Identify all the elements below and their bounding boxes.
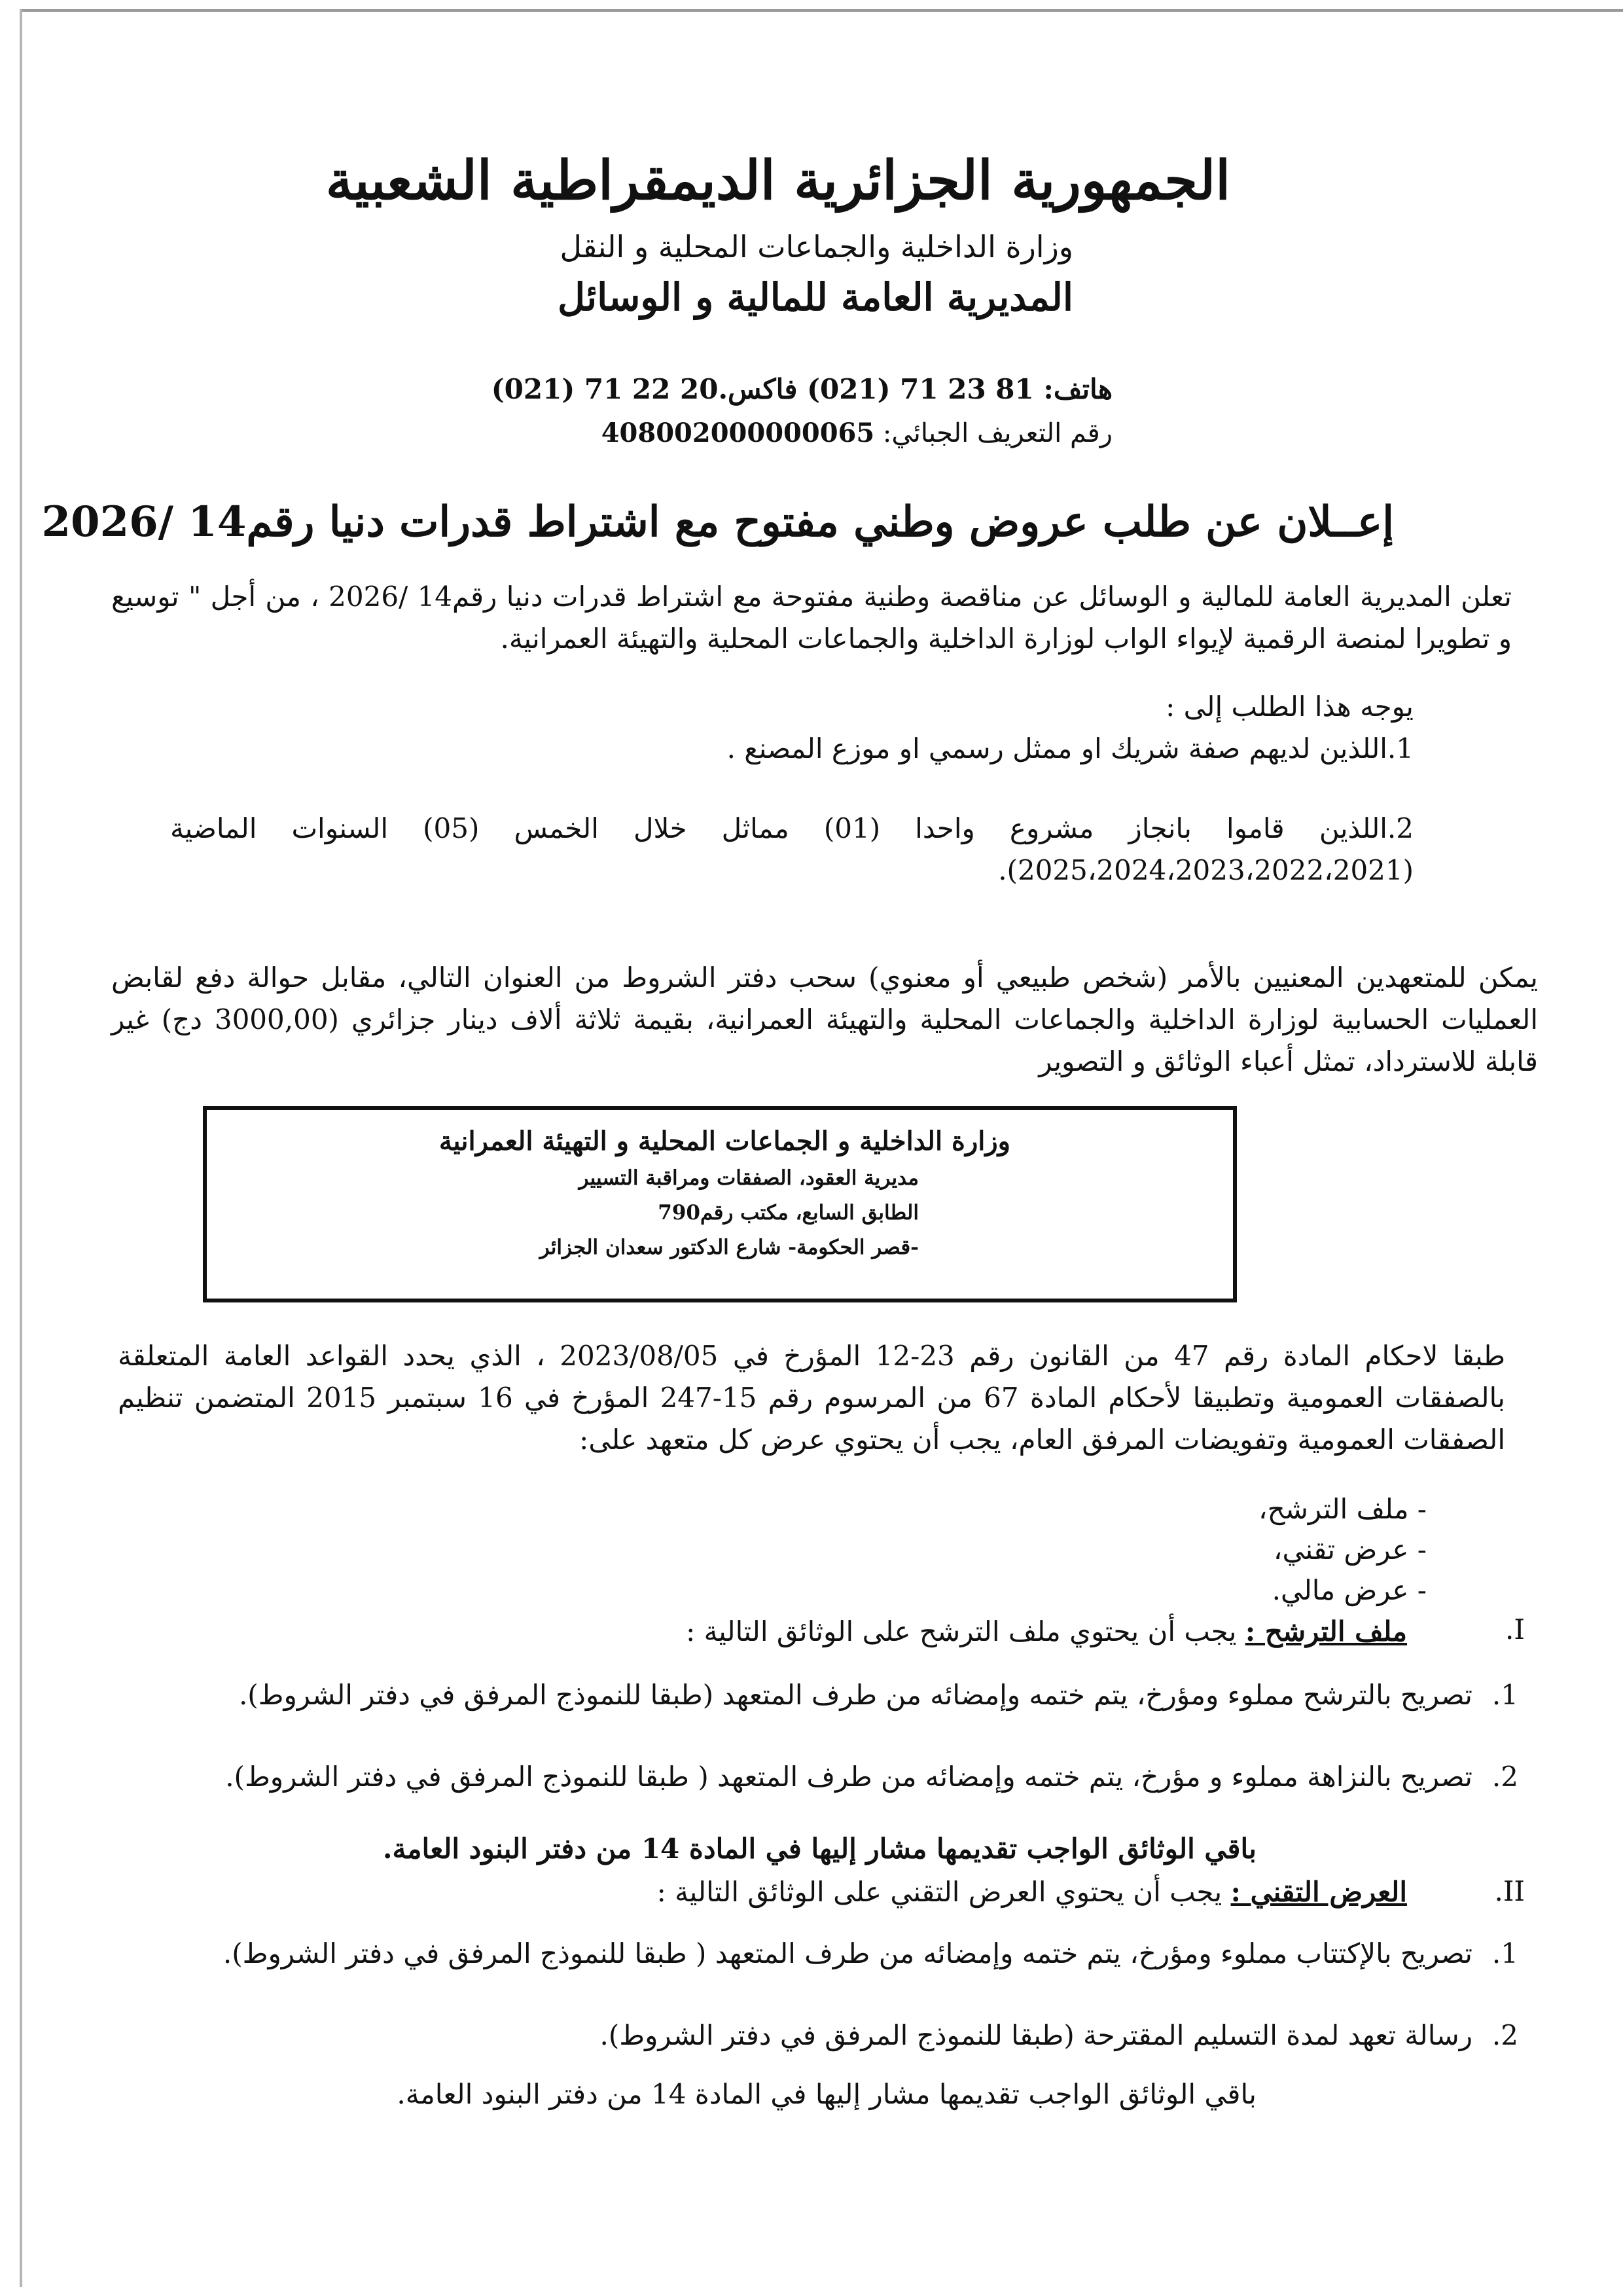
section-2-title: العرض التقني : xyxy=(1230,1876,1407,1908)
address-line-ministry: وزارة الداخلية و الجماعات المحلية و التهيئة العمرانية xyxy=(438,1126,1010,1157)
condition-1: 1.اللذين لديهم صفة شريك او ممثل رسمي او موزع المصنع . xyxy=(726,732,1414,764)
section-1-number: I. xyxy=(1505,1613,1525,1645)
directorate-heading: المديرية العامة للمالية و الوسائل xyxy=(558,275,1073,319)
address-line-office: الطابق السابع، مكتب رقم790 xyxy=(658,1201,919,1225)
target-section xyxy=(170,686,1414,891)
legal-paragraph: طبقا لاحكام المادة رقم 47 من القانون رقم 23-12 المؤرخ في 2023/08/05 ، الذي يحدد القواعد العامة المتعلقة بالصفقات العمومية وتطبيقا لأحكام المادة 67 من المرسوم رقم 15-247 المؤرخ في 16 سبتمبر 2015 المتضمن تنظيم الصفقات العمومية وتفويضات المرفق العام، يجب أن يحتوي عرض كل متعهد على: xyxy=(118,1340,1506,1456)
target-intro: يوجه هذا الطلب إلى : xyxy=(1166,691,1414,723)
section-1-item-2 xyxy=(183,1757,1518,1797)
tax-id-label: رقم التعريف الجبائي: xyxy=(882,418,1113,448)
section-1-intro: يجب أن يحتوي ملف الترشح على الوثائق التالية : xyxy=(686,1615,1245,1647)
item-text: رسالة تعهد لمدة التسليم المقترحة (طبقا للنموذج المرفق في دفتر الشروط). xyxy=(599,2019,1472,2051)
section-1-note: باقي الوثائق الواجب تقديمها مشار إليها في المادة 14 من دفتر البنود العامة. xyxy=(382,1833,1257,1865)
phone-fax-line: هاتف: 81 23 71 (021) فاكس.20 22 71 (021) xyxy=(491,373,1113,405)
section-2-intro: يجب أن يحتوي العرض التقني على الوثائق التالية : xyxy=(656,1876,1231,1908)
section-2-heading xyxy=(657,1872,1407,1912)
section-2-item-2 xyxy=(183,2016,1518,2055)
tax-id-line xyxy=(601,418,1113,448)
item-text: تصريح بالترشح مملوء ومؤرخ، يتم ختمه وإمضائه من طرف المتعهد (طبقا للنموذج المرفق في دفتر الشروط). xyxy=(238,1679,1472,1711)
scan-edge-left xyxy=(20,9,22,2287)
announcement-title: إعــلان عن طلب عروض وطني مفتوح مع اشتراط قدرات دنيا رقم14 /2026 xyxy=(41,497,1394,547)
section-2-note: باقي الوثائق الواجب تقديمها مشار إليها في المادة 14 من دفتر البنود العامة. xyxy=(397,2078,1257,2110)
item-text: تصريح بالإكتتاب مملوء ومؤرخ، يتم ختمه وإمضائه من طرف المتعهد ( طبقا للنموذج المرفق في دفتر الشروط). xyxy=(223,1937,1472,1969)
section-2-item-1 xyxy=(183,1934,1518,1973)
country-heading: الجمهورية الجزائرية الديمقراطية الشعبية xyxy=(325,149,1230,212)
condition-2: 2.اللذين قاموا بانجاز مشروع واحدا (01) مماثل خلال الخمس (05) السنوات الماضية (2025،2024،2023،2022،2021). xyxy=(170,812,1414,886)
section-2-number: II. xyxy=(1494,1875,1525,1907)
intro-paragraph: تعلن المديرية العامة للمالية و الوسائل عن مناقصة وطنية مفتوحة مع اشتراط قدرات دنيا رقم14 /2026 ، من أجل " توسيع و تطويرا لمنصة الرقمية لإيواء الواب لوزارة الداخلية والجماعات المحلية والتهيئة العمرانية. xyxy=(111,581,1512,655)
item-number: 1. xyxy=(1491,1937,1518,1969)
item-number: 2. xyxy=(1491,1761,1518,1793)
item-number: 2. xyxy=(1491,2019,1518,2051)
address-line-directorate: مديرية العقود، الصفقات ومراقبة التسيير xyxy=(579,1166,919,1190)
item-text: تصريح بالنزاهة مملوء و مؤرخ، يتم ختمه وإمضائه من طرف المتعهد ( طبقا للنموذج المرفق في دفتر الشروط). xyxy=(225,1761,1472,1793)
item-number: 1. xyxy=(1491,1679,1518,1711)
offer-part-technical: - عرض تقني، xyxy=(1273,1534,1427,1566)
offer-part-candidacy: - ملف الترشح، xyxy=(1258,1493,1427,1525)
address-box xyxy=(203,1106,1237,1302)
offer-parts-list xyxy=(1258,1489,1427,1611)
ministry-heading: وزارة الداخلية والجماعات المحلية و النقل xyxy=(560,229,1073,264)
withdrawal-paragraph: يمكن للمتعهدين المعنيين بالأمر (شخص طبيعي أو معنوي) سحب دفتر الشروط من العنوان التالي، مقابل حوالة دفع لقابض العمليات الحسابية لوزارة الداخلية والجماعات المحلية والتهيئة العمرانية، بقيمة ثلاثة ألاف دينار جزائري (3000,00 دج) غير قابلة للاسترداد، تمثل أعباء الوثائق و التصوير xyxy=(111,961,1538,1077)
section-1-item-1 xyxy=(183,1676,1518,1715)
scan-edge-top xyxy=(20,9,1623,12)
section-1-title: ملف الترشح : xyxy=(1245,1615,1407,1647)
tax-id-value: 408002000000065 xyxy=(601,418,875,448)
offer-part-financial: - عرض مالي. xyxy=(1272,1574,1427,1606)
address-line-street: -قصر الحكومة- شارع الدكتور سعدان الجزائر xyxy=(539,1236,919,1259)
section-1-heading xyxy=(686,1611,1407,1652)
